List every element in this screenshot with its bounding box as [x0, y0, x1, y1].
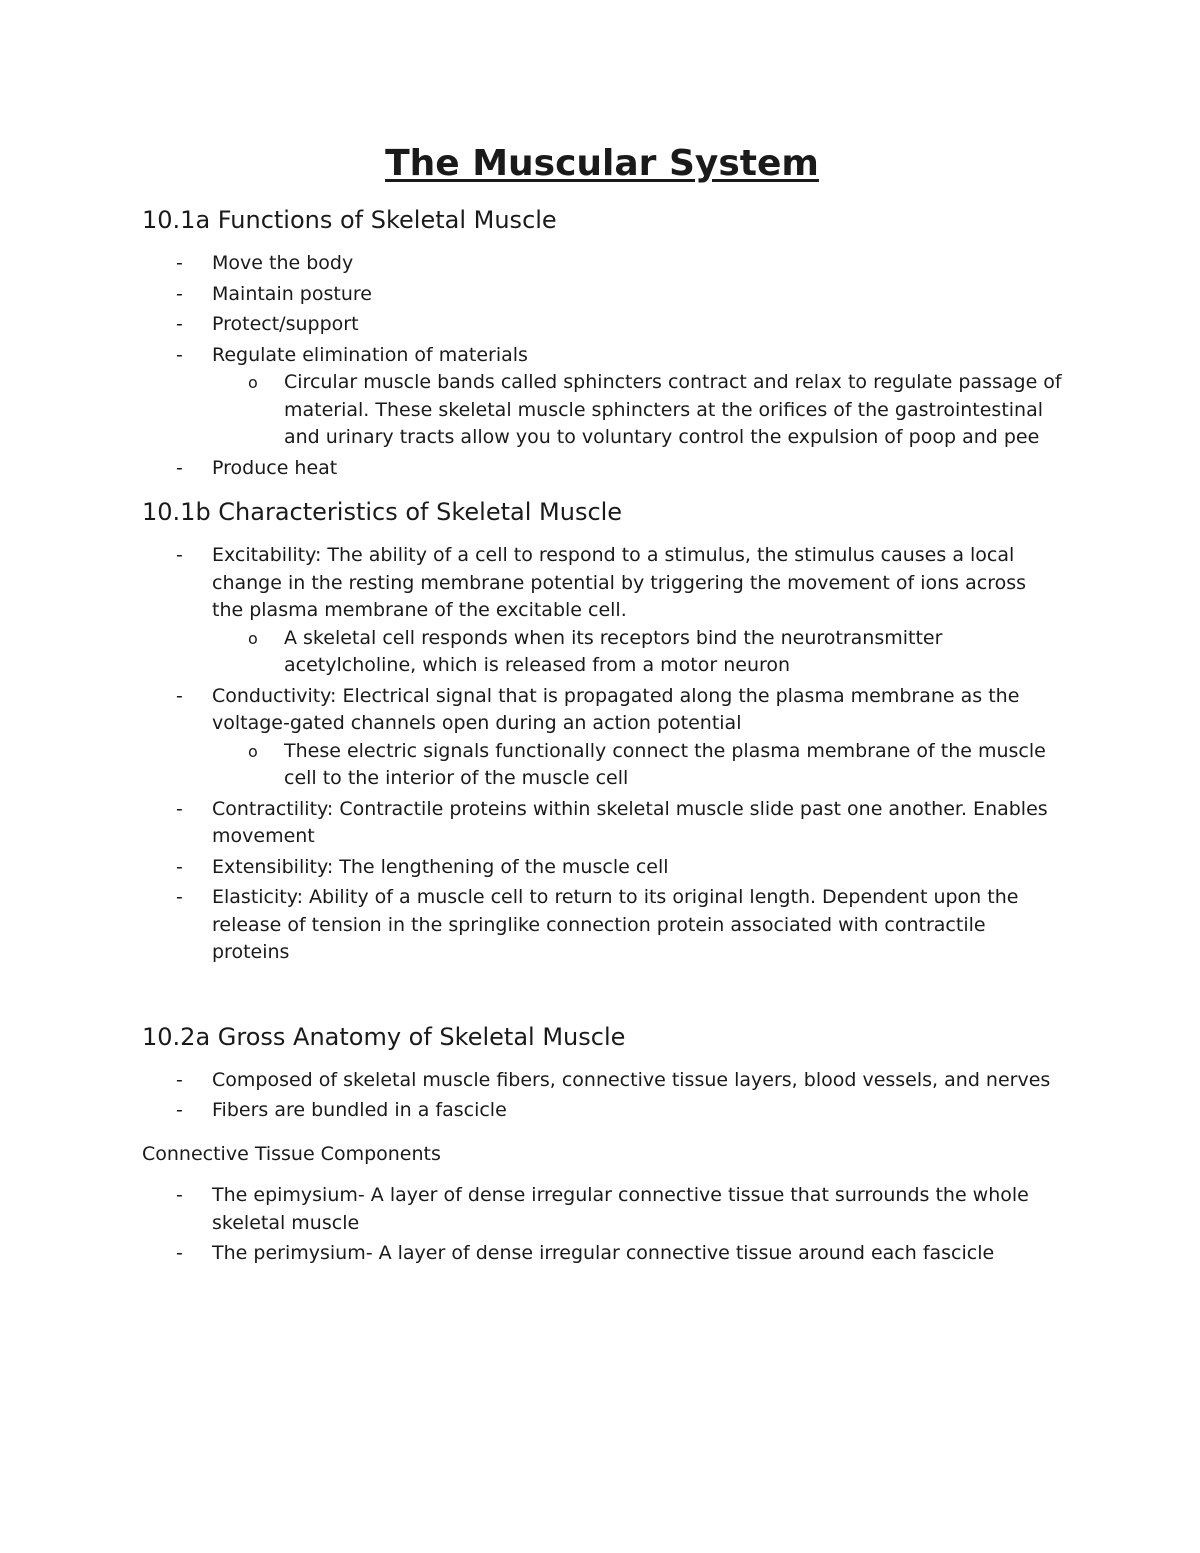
bullet-list — [142, 1067, 1062, 1125]
page-title: The Muscular System — [385, 143, 819, 184]
sub-list-item — [212, 369, 1062, 452]
dash-bullet: - — [176, 343, 183, 366]
dash-bullet: - — [176, 456, 183, 479]
bullet-list — [142, 542, 1062, 967]
list-item — [142, 281, 1062, 309]
sub-list-item — [212, 738, 1062, 793]
list-item — [142, 1097, 1062, 1125]
list-item-text: The epimysium- A layer of dense irregular connective tissue that surrounds the whole skeletal muscle — [212, 1184, 1029, 1234]
dash-bullet: - — [176, 282, 183, 305]
list-item — [142, 250, 1062, 278]
list-item-text: Fibers are bundled in a fascicle — [212, 1099, 507, 1121]
list-item-text: Regulate elimination of materials — [212, 343, 528, 366]
section-heading: 10.2a Gross Anatomy of Skeletal Muscle — [142, 1022, 626, 1051]
list-item-text: Extensibility: The lengthening of the muscle cell — [212, 855, 669, 878]
list-item-text: Contractility: Contractile proteins within skeletal muscle slide past one another. Enables movement — [212, 797, 1048, 847]
sub-list-item-text: A skeletal cell responds when its receptors bind the neurotransmitter acetylcholine, which is released from a motor neuron — [284, 626, 943, 676]
list-item-text: Excitability: The ability of a cell to respond to a stimulus, the stimulus causes a local change in the resting membrane potential by triggering the movement of ions across the plasma membrane of the excitable cell. — [212, 544, 1027, 621]
sub-list — [212, 369, 1062, 452]
dash-bullet: - — [176, 1184, 183, 1206]
bullet-list — [142, 250, 1062, 482]
list-item-text: Protect/support — [212, 313, 359, 335]
document-page — [142, 140, 1062, 1271]
circle-bullet: o — [248, 741, 258, 761]
dash-bullet: - — [176, 797, 183, 820]
sub-list-item-text: Circular muscle bands called sphincters contract and relax to regulate passage of material. These skeletal muscle sphincters at the orifices of the gastrointestinal and urinary tracts allow you to voluntary control the expulsion of poop and pee — [284, 371, 1062, 448]
dash-bullet: - — [176, 855, 183, 878]
dash-bullet: - — [176, 544, 183, 566]
list-item — [142, 1067, 1062, 1095]
list-item — [142, 342, 1062, 452]
list-item — [142, 884, 1062, 967]
sub-list — [212, 738, 1062, 793]
subheading: Connective Tissue Components — [142, 1142, 441, 1165]
list-item-text: The perimysium- A layer of dense irregular connective tissue around each fascicle — [212, 1242, 995, 1264]
dash-bullet: - — [176, 313, 183, 335]
section-functions — [142, 204, 1062, 482]
list-item — [142, 854, 1062, 882]
list-item-text: Produce heat — [212, 456, 338, 479]
list-item — [142, 683, 1062, 793]
dash-bullet: - — [176, 1068, 183, 1091]
list-item — [142, 542, 1062, 680]
sub-list-item — [212, 625, 1062, 680]
section-heading: 10.1b Characteristics of Skeletal Muscle — [142, 498, 623, 526]
list-item-text: Move the body — [212, 252, 354, 274]
section-characteristics — [142, 496, 1062, 967]
list-item-text: Composed of skeletal muscle fibers, connective tissue layers, blood vessels, and nerves — [212, 1068, 1051, 1091]
section-gross-anatomy — [142, 1021, 1062, 1268]
list-item — [142, 1240, 1062, 1268]
list-item — [142, 1182, 1062, 1237]
dash-bullet: - — [176, 1099, 183, 1121]
dash-bullet: - — [176, 252, 183, 274]
dash-bullet: - — [176, 886, 183, 908]
list-item — [142, 455, 1062, 483]
list-item — [142, 311, 1062, 339]
list-item-text: Maintain posture — [212, 282, 372, 305]
dash-bullet: - — [176, 684, 183, 707]
list-item — [142, 796, 1062, 851]
circle-bullet: o — [248, 373, 258, 392]
list-item-text: Conductivity: Electrical signal that is propagated along the plasma membrane as the voltage-gated channels open during an action potential — [212, 684, 1020, 734]
dash-bullet: - — [176, 1242, 183, 1264]
section-heading: 10.1a Functions of Skeletal Muscle — [142, 206, 557, 234]
sub-list — [212, 625, 1062, 680]
sub-list-item-text: These electric signals functionally connect the plasma membrane of the muscle cell to the interior of the muscle cell — [284, 739, 1046, 789]
list-item-text: Elasticity: Ability of a muscle cell to return to its original length. Dependent upon the release of tension in the springlike connection protein associated with contractile proteins — [212, 886, 1019, 963]
circle-bullet: o — [248, 628, 258, 648]
bullet-list — [142, 1182, 1062, 1268]
